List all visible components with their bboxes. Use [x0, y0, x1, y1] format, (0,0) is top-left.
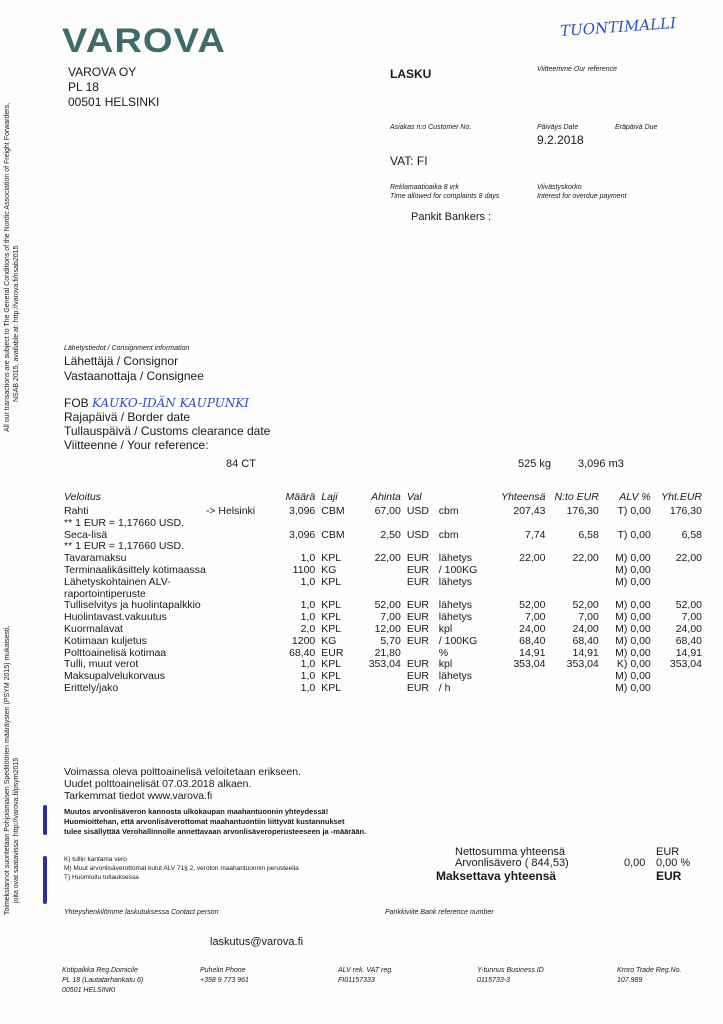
- table-cell: / 100KG: [438, 563, 478, 576]
- table-cell: [545, 565, 598, 577]
- table-cell: raportointiperuste: [64, 587, 146, 600]
- table-cell: Seca-lisä: [64, 528, 108, 541]
- table-cell: [354, 565, 401, 577]
- vat-total-amount: 0,00: [624, 857, 646, 869]
- col-header-unit: Laji: [321, 491, 338, 504]
- our-reference-label: Viitteemme Our reference: [537, 66, 618, 73]
- footer-trade-reg: Krnro Trade Reg.No. 107.989: [617, 967, 682, 984]
- table-cell: 1,0: [300, 599, 316, 612]
- table-cell: EUR: [406, 634, 430, 647]
- table-cell: Polttoainelisä kotimaa: [64, 646, 167, 659]
- table-cell: 1,0: [300, 670, 316, 683]
- table-cell: M) 0,00: [615, 634, 651, 647]
- table-cell: 21,80: [374, 646, 401, 659]
- table-cell: CBM: [321, 528, 345, 541]
- table-cell: -> Helsinki: [205, 505, 256, 517]
- customs-date: Tullauspäivä / Customs clearance date: [64, 424, 271, 438]
- consignment-info-label: Lähetystiedot / Consignment information: [64, 345, 190, 352]
- table-cell: 2,50: [380, 528, 401, 541]
- table-cell: 52,00: [519, 599, 546, 612]
- col-header-unit-price: Ahinta: [371, 491, 401, 504]
- package-count: 84 CT: [226, 458, 256, 470]
- table-cell: USD: [406, 505, 430, 517]
- table-cell: KG: [321, 634, 337, 647]
- table-cell: M) 0,00: [615, 563, 651, 576]
- billing-email[interactable]: laskutus@varova.fi: [210, 936, 304, 948]
- handwritten-note-top: TUONTIMALLI: [559, 13, 677, 41]
- footer-vat-reg: ALV rek. VAT reg. FI01157333: [338, 967, 394, 984]
- document-title: LASKU: [390, 67, 432, 81]
- side-terms-top: All our transactions are subject to The General Conditions of the Nordic Association of Freight Forwarders, NSAB 2015, available at: http://varova.fi/nsab2015: [4, 102, 20, 432]
- table-cell: [206, 530, 286, 542]
- table-cell: 353,04: [368, 658, 401, 671]
- table-cell: 1,0: [300, 611, 316, 624]
- table-cell: 1,0: [300, 681, 316, 694]
- table-cell: EUR: [406, 658, 430, 671]
- consignee: Vastaanottaja / Consignee: [64, 369, 204, 383]
- net-total-currency: EUR: [656, 846, 680, 858]
- table-cell: [479, 565, 545, 577]
- table-cell: 52,00: [374, 599, 401, 612]
- table-row: [64, 636, 702, 648]
- table-cell: 68,40: [288, 646, 316, 659]
- table-cell: [206, 659, 286, 671]
- table-cell: 14,91: [675, 646, 702, 659]
- table-cell: M) 0,00: [615, 552, 651, 565]
- table-cell: [479, 577, 545, 589]
- marker-bar-bottom: [43, 856, 47, 904]
- table-cell: [206, 600, 286, 612]
- table-cell: 5,70: [380, 634, 401, 647]
- table-cell: 176,30: [669, 505, 702, 517]
- table-cell: 3,096: [288, 505, 316, 517]
- table-cell: EUR: [406, 670, 430, 683]
- table-cell: 6,58: [578, 528, 599, 541]
- company-address: [68, 65, 159, 110]
- vat-codes-legend: K) tullin kantama vero M) Muut arvonlisäverottomat kulut ALV 71§ 2, veroton maahantuonnin perusteella T) Huomioitu tullauksessa: [64, 856, 299, 881]
- table-cell: %: [438, 646, 449, 659]
- col-header-vat: ALV %: [619, 491, 651, 504]
- table-cell: lähetys: [438, 611, 473, 624]
- table-cell: kpl: [438, 658, 453, 671]
- col-header-quantity: Määrä: [285, 491, 316, 504]
- table-cell: / 100KG: [438, 634, 478, 647]
- table-cell: 14,91: [572, 646, 599, 659]
- table-cell: [354, 683, 401, 695]
- contact-person-label: Yhteyshenkilömme laskutuksessa Contact person: [64, 909, 219, 916]
- table-cell: KPL: [321, 622, 342, 635]
- table-cell: [206, 577, 286, 589]
- table-cell: ** 1 EUR = 1,17660 USD.: [64, 540, 184, 553]
- charges-table: [64, 490, 702, 695]
- table-cell: 68,40: [675, 634, 702, 647]
- table-row: [64, 518, 702, 530]
- bankers-label: Pankit Bankers :: [411, 211, 492, 223]
- table-cell: 1,0: [300, 658, 316, 671]
- date-label: Päiväys Date: [537, 124, 579, 131]
- table-cell: KPL: [321, 552, 342, 565]
- table-cell: K) 0,00: [616, 658, 651, 671]
- table-cell: KPL: [321, 575, 342, 588]
- table-cell: [206, 683, 286, 695]
- vat-change-notice: Muutos arvonlisäveron kannosta ulkokaupan maahantuonnin yhteydessä! Huomioittehan, että arvonlisäverottomat maahantuontiin liittyvät kustannukset tulee sisällyttää Verohallinnolle annettavaan arvonlisäveroperusteeseen ja -määrään.: [64, 807, 367, 836]
- table-cell: Tulliselvitys ja huolintapalkkio: [64, 599, 201, 612]
- table-cell: M) 0,00: [615, 681, 651, 694]
- table-cell: Kotimaan kuljetus: [64, 634, 147, 647]
- fuel-surcharge-notes: Voimassa oleva polttoainelisä veloitetaan erikseen. Uudet polttoainelisät 07.03.2018 alkaen. Tarkemmat tiedot www.varova.fi: [64, 766, 301, 802]
- table-cell: Erittely/jako: [64, 681, 119, 694]
- col-header-net-eur: N:to EUR: [554, 491, 599, 504]
- table-cell: T) 0,00: [617, 505, 651, 517]
- table-cell: [651, 565, 702, 577]
- table-cell: KPL: [321, 681, 342, 694]
- table-cell: 353,04: [513, 658, 546, 671]
- table-cell: 22,00: [675, 552, 702, 565]
- company-box: PL 18: [68, 80, 99, 94]
- table-cell: [651, 671, 702, 683]
- interest-info: Viivästyskorko Interest for overdue payment: [537, 184, 627, 200]
- table-cell: CBM: [321, 505, 345, 517]
- table-cell: 3,096: [288, 528, 316, 541]
- table-cell: USD: [406, 528, 430, 541]
- table-cell: EUR: [406, 611, 430, 624]
- table-cell: EUR: [406, 552, 430, 565]
- table-cell: EUR: [321, 646, 344, 659]
- fob-handwritten: KAUKO-IDÄN KAUPUNKI: [92, 396, 250, 410]
- company-name: VAROVA OY: [68, 65, 137, 79]
- table-cell: 1,0: [300, 575, 316, 588]
- bank-reference-label: Pankkiviite Bank reference number: [385, 909, 494, 916]
- table-cell: Terminaalikäsittely kotimaassa: [64, 563, 206, 576]
- table-cell: Maksupalvelukorvaus: [64, 670, 165, 683]
- footer-domicile: Kotipaikka Reg.Domicile PL 18 (Lautatarhankatu 6) 00501 HELSINKI: [62, 967, 144, 994]
- table-cell: M) 0,00: [615, 646, 651, 659]
- table-cell: 7,74: [525, 528, 546, 541]
- table-cell: kpl: [438, 622, 453, 635]
- table-cell: 68,40: [572, 634, 599, 647]
- table-cell: 207,43: [513, 505, 546, 517]
- table-cell: 1,0: [300, 552, 316, 565]
- footer-business-id: Y-tunnus Business ID 0115733-3: [477, 967, 544, 984]
- table-cell: 6,58: [681, 528, 702, 541]
- consignment-dates: [64, 396, 270, 452]
- table-cell: KPL: [321, 611, 342, 624]
- table-cell: [354, 671, 401, 683]
- vat-number: VAT: FI: [390, 154, 428, 168]
- table-cell: [651, 683, 702, 695]
- company-logo: VAROVA: [62, 22, 226, 60]
- table-cell: Lähetyskohtainen ALV-: [64, 575, 171, 588]
- payable-total-label: Maksettava yhteensä: [436, 869, 557, 883]
- table-cell: 22,00: [374, 552, 401, 565]
- fob-label: FOB: [64, 396, 89, 410]
- complaint-period: Reklamaatioaika 8 vrk Time allowed for complaints 8 days: [390, 184, 500, 200]
- table-cell: Huolintavast.vakuutus: [64, 611, 167, 624]
- table-cell: [206, 671, 286, 683]
- table-cell: 24,00: [572, 622, 599, 635]
- col-header-charge: Veloitus: [64, 491, 101, 504]
- table-cell: T) 0,00: [617, 528, 651, 541]
- table-cell: [479, 683, 545, 695]
- table-cell: lähetys: [438, 552, 473, 565]
- table-cell: KPL: [321, 658, 342, 671]
- table-cell: 1100: [292, 563, 316, 576]
- col-header-total-eur: Yht.EUR: [661, 491, 702, 504]
- table-cell: M) 0,00: [615, 599, 651, 612]
- table-cell: Tulli, muut verot: [64, 658, 139, 671]
- table-cell: M) 0,00: [615, 575, 651, 588]
- table-cell: [545, 671, 598, 683]
- gross-weight: 525 kg: [518, 458, 552, 470]
- table-cell: M) 0,00: [615, 611, 651, 624]
- table-cell: lähetys: [438, 575, 473, 588]
- table-cell: EUR: [406, 622, 430, 635]
- table-cell: ** 1 EUR = 1,17660 USD.: [64, 516, 184, 529]
- table-cell: [545, 577, 598, 589]
- table-cell: lähetys: [438, 599, 473, 612]
- table-cell: 1200: [291, 634, 316, 647]
- table-cell: KPL: [321, 670, 342, 683]
- payable-total-currency: EUR: [656, 869, 682, 883]
- table-cell: 52,00: [675, 599, 702, 612]
- table-cell: [206, 565, 286, 577]
- table-cell: lähetys: [438, 670, 473, 683]
- side-terms-bottom: Toimeksiannot suoritetaan Pohjoismaisen Speditöörien määräysten (PSYM 2015) mukaisesti, joita ovat saatavissa: http://varova.fi/psym2015: [4, 625, 20, 915]
- table-cell: [545, 683, 598, 695]
- table-cell: cbm: [438, 505, 459, 517]
- table-row: [64, 671, 702, 683]
- table-cell: M) 0,00: [615, 670, 651, 683]
- table-cell: [206, 636, 286, 648]
- table-cell: EUR: [406, 563, 430, 576]
- customer-no-label: Asiakas n:o Customer No.: [390, 124, 472, 131]
- table-cell: EUR: [406, 575, 430, 588]
- table-cell: 7,00: [578, 611, 599, 624]
- marker-bar-top: [43, 805, 47, 835]
- table-cell: cbm: [438, 528, 459, 541]
- table-row: [64, 683, 702, 695]
- table-cell: [206, 624, 286, 636]
- table-row: [64, 577, 702, 589]
- table-cell: 176,30: [566, 505, 599, 517]
- table-cell: [206, 553, 286, 565]
- table-cell: Tavaramaksu: [64, 552, 127, 565]
- table-cell: M) 0,00: [615, 622, 651, 635]
- table-cell: 68,40: [519, 634, 546, 647]
- invoice-date: 9.2.2018: [537, 133, 584, 147]
- table-cell: 12,00: [374, 622, 401, 635]
- table-cell: Rahti: [64, 505, 89, 517]
- table-header-row: [64, 490, 702, 506]
- table-cell: [206, 648, 286, 660]
- table-cell: 67,00: [374, 505, 401, 517]
- col-header-total: Yhteensä: [501, 491, 546, 504]
- table-cell: 2,0: [300, 622, 316, 635]
- table-cell: 22,00: [572, 552, 599, 565]
- vat-total-percent: 0,00 %: [656, 857, 691, 869]
- table-cell: 7,00: [525, 611, 546, 624]
- table-cell: 24,00: [675, 622, 702, 635]
- table-cell: EUR: [406, 599, 430, 612]
- col-header-basis: [435, 490, 480, 506]
- table-cell: KPL: [321, 599, 342, 612]
- table-row: [64, 565, 702, 577]
- table-cell: 14,91: [519, 646, 546, 659]
- table-cell: EUR: [406, 681, 430, 694]
- table-row: [64, 624, 702, 636]
- table-cell: 353,04: [566, 658, 599, 671]
- table-cell: [479, 671, 545, 683]
- net-total-label: Nettosumma yhteensä: [455, 846, 566, 858]
- table-cell: Kuormalavat: [64, 622, 123, 635]
- table-cell: 52,00: [572, 599, 599, 612]
- consignment-block: [64, 354, 204, 384]
- volume: 3,096 m3: [578, 458, 624, 470]
- table-cell: [354, 577, 401, 589]
- table-cell: [206, 612, 286, 624]
- border-date: Rajapäivä / Border date: [64, 410, 191, 424]
- company-city: 00501 HELSINKI: [68, 95, 160, 109]
- table-cell: 7,00: [380, 611, 401, 624]
- table-cell: 22,00: [519, 552, 546, 565]
- table-cell: 353,04: [669, 658, 702, 671]
- table-cell: KG: [321, 563, 337, 576]
- table-cell: 24,00: [519, 622, 546, 635]
- vat-total-label: Arvonlisävero ( 844,53): [455, 857, 569, 869]
- footer-phone: Puhelin Phone +358 9 773 961: [200, 967, 249, 984]
- table-cell: / h: [438, 681, 451, 694]
- your-reference: Viitteenne / Your reference:: [64, 438, 209, 452]
- due-date-label: Eräpäivä Due: [615, 124, 658, 131]
- table-cell: [651, 577, 702, 589]
- consignor: Lähettäjä / Consignor: [64, 354, 179, 368]
- col-header-currency: Val: [406, 491, 422, 504]
- table-cell: 7,00: [681, 611, 702, 624]
